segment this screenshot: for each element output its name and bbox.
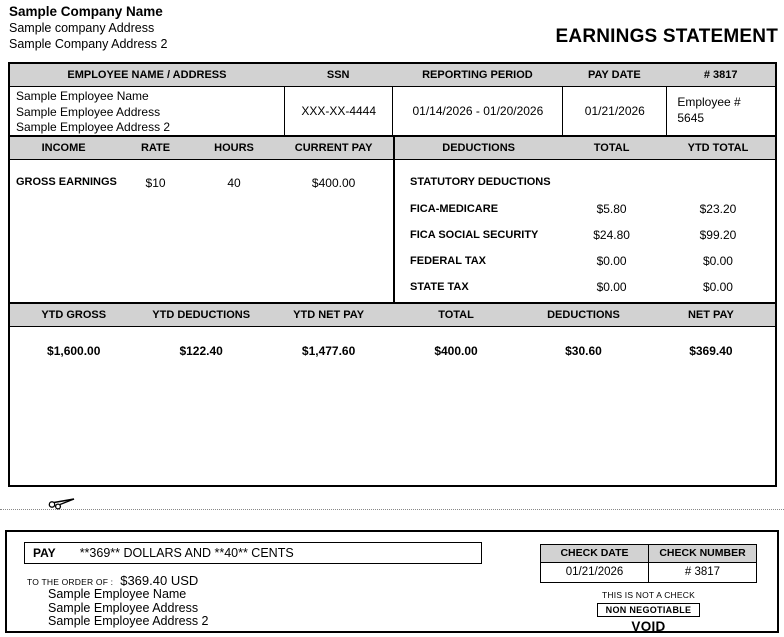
header-rate: RATE	[140, 142, 171, 154]
payee-name: Sample Employee Name	[48, 587, 187, 601]
pay-date: 01/21/2026	[562, 87, 666, 135]
statement-table	[8, 62, 777, 487]
deduction-label: FICA SOCIAL SECURITY	[410, 229, 539, 241]
header-net-pay: NET PAY	[687, 308, 734, 321]
check-number-header: CHECK NUMBER	[648, 545, 756, 562]
deductions-column	[393, 160, 775, 302]
pay-amount-box	[24, 542, 482, 564]
income-body	[10, 160, 775, 302]
summary-header-row	[10, 302, 775, 327]
gross-earnings-current-pay: $400.00	[311, 176, 356, 190]
reporting-period: 01/14/2026 - 01/20/2026	[392, 87, 562, 135]
check-table-data-row	[541, 562, 756, 582]
non-negotiable-wrap	[540, 603, 757, 617]
check-date-header: CHECK DATE	[560, 547, 629, 559]
deduction-label: FICA-MEDICARE	[410, 203, 499, 215]
deduction-ytd: $99.20	[699, 228, 737, 242]
employee-ssn: XXX-XX-4444	[284, 87, 393, 135]
order-of-line	[27, 573, 198, 588]
cut-line	[0, 509, 784, 510]
header-hours: HOURS	[214, 142, 254, 154]
check-number-value: # 3817	[648, 563, 756, 582]
income-earnings-row	[10, 160, 393, 302]
employee-header-row	[10, 64, 775, 87]
header-reporting-period: REPORTING PERIOD	[422, 69, 533, 81]
ytd-net-pay-value: $1,477.60	[301, 343, 356, 358]
statutory-deductions-label: STATUTORY DEDUCTIONS	[410, 176, 551, 188]
check-meta-block	[540, 544, 757, 634]
employee-data-row	[10, 87, 775, 137]
header-ssn: SSN	[326, 69, 350, 81]
deduction-row	[395, 274, 775, 300]
company-address2: Sample Company Address 2	[9, 37, 168, 51]
income-header-left	[10, 137, 393, 159]
employee-name: Sample Employee Name	[16, 89, 149, 103]
header-ytd-net-pay: YTD NET PAY	[293, 308, 365, 321]
deduction-total: $0.00	[596, 254, 627, 268]
check-section	[5, 530, 779, 633]
header-ytd-gross: YTD GROSS	[41, 308, 107, 321]
void-label: VOID	[631, 619, 666, 634]
employee-number: 5645	[677, 111, 705, 125]
employee-number-label: Employee #	[677, 95, 741, 109]
header-total: TOTAL	[593, 142, 630, 154]
gross-earnings-label: GROSS EARNINGS	[16, 176, 117, 188]
deduction-total: $24.80	[593, 228, 630, 242]
deduction-total: $0.00	[596, 280, 627, 294]
ytd-deductions-value: $122.40	[179, 343, 223, 358]
company-block	[9, 4, 167, 52]
company-name: Sample Company Name	[9, 4, 163, 19]
total-value: $400.00	[434, 343, 478, 358]
deduction-row	[395, 248, 775, 274]
header-deductions: DEDUCTIONS	[442, 142, 515, 154]
deduction-total: $5.80	[596, 202, 627, 216]
amount-numeric: $369.40 USD	[120, 573, 199, 588]
amount-in-words: **369** DOLLARS AND **40** CENTS	[79, 546, 294, 560]
payee-address1: Sample Employee Address	[48, 600, 199, 615]
deduction-label: STATE TAX	[410, 281, 469, 293]
header-total: TOTAL	[438, 308, 474, 321]
pay-label: PAY	[33, 546, 56, 560]
non-negotiable-badge: NON NEGOTIABLE	[597, 603, 701, 617]
check-date-value: 01/21/2026	[565, 566, 624, 578]
income-header-row	[10, 137, 775, 160]
not-a-check-disclaimer: THIS IS NOT A CHECK	[602, 590, 695, 600]
header-current-pay: CURRENT PAY	[294, 142, 373, 154]
to-the-order-of-label: TO THE ORDER OF :	[27, 577, 114, 587]
header-income: INCOME	[41, 142, 86, 154]
header-ytd-total: YTD TOTAL	[687, 142, 749, 154]
summary-values-row	[10, 327, 775, 486]
income-header-right	[393, 137, 775, 159]
deduction-label: FEDERAL TAX	[410, 255, 487, 267]
deduction-row	[395, 196, 775, 222]
net-pay-value: $369.40	[689, 343, 733, 358]
payee-block	[48, 588, 209, 629]
page-title: EARNINGS STATEMENT	[555, 26, 778, 47]
gross-earnings-rate: $10	[145, 176, 166, 190]
check-table-header-row	[541, 545, 756, 562]
header-statement-number: # 3817	[703, 69, 738, 81]
header-ytd-deductions: YTD DEDUCTIONS	[152, 308, 251, 321]
scissors-icon	[48, 492, 76, 515]
ytd-gross-value: $1,600.00	[47, 343, 101, 358]
employee-number-cell	[666, 87, 775, 135]
header-employee-name-address: EMPLOYEE NAME / ADDRESS	[67, 69, 227, 81]
deduction-ytd: $0.00	[702, 254, 733, 268]
header-deductions: DEDUCTIONS	[547, 308, 620, 321]
employee-address1: Sample Employee Address	[16, 104, 161, 119]
gross-earnings-hours: 40	[227, 176, 241, 190]
company-address1: Sample company Address	[9, 21, 155, 35]
employee-name-address-cell	[10, 87, 284, 135]
check-date-number-table	[540, 544, 757, 583]
deduction-ytd: $23.20	[699, 202, 737, 216]
payee-address2: Sample Employee Address 2	[48, 614, 209, 628]
deduction-ytd: $0.00	[702, 280, 733, 294]
deduction-row	[395, 222, 775, 248]
header-pay-date: PAY DATE	[587, 69, 641, 81]
employee-address2: Sample Employee Address 2	[16, 120, 171, 134]
deductions-value: $30.60	[565, 343, 602, 358]
